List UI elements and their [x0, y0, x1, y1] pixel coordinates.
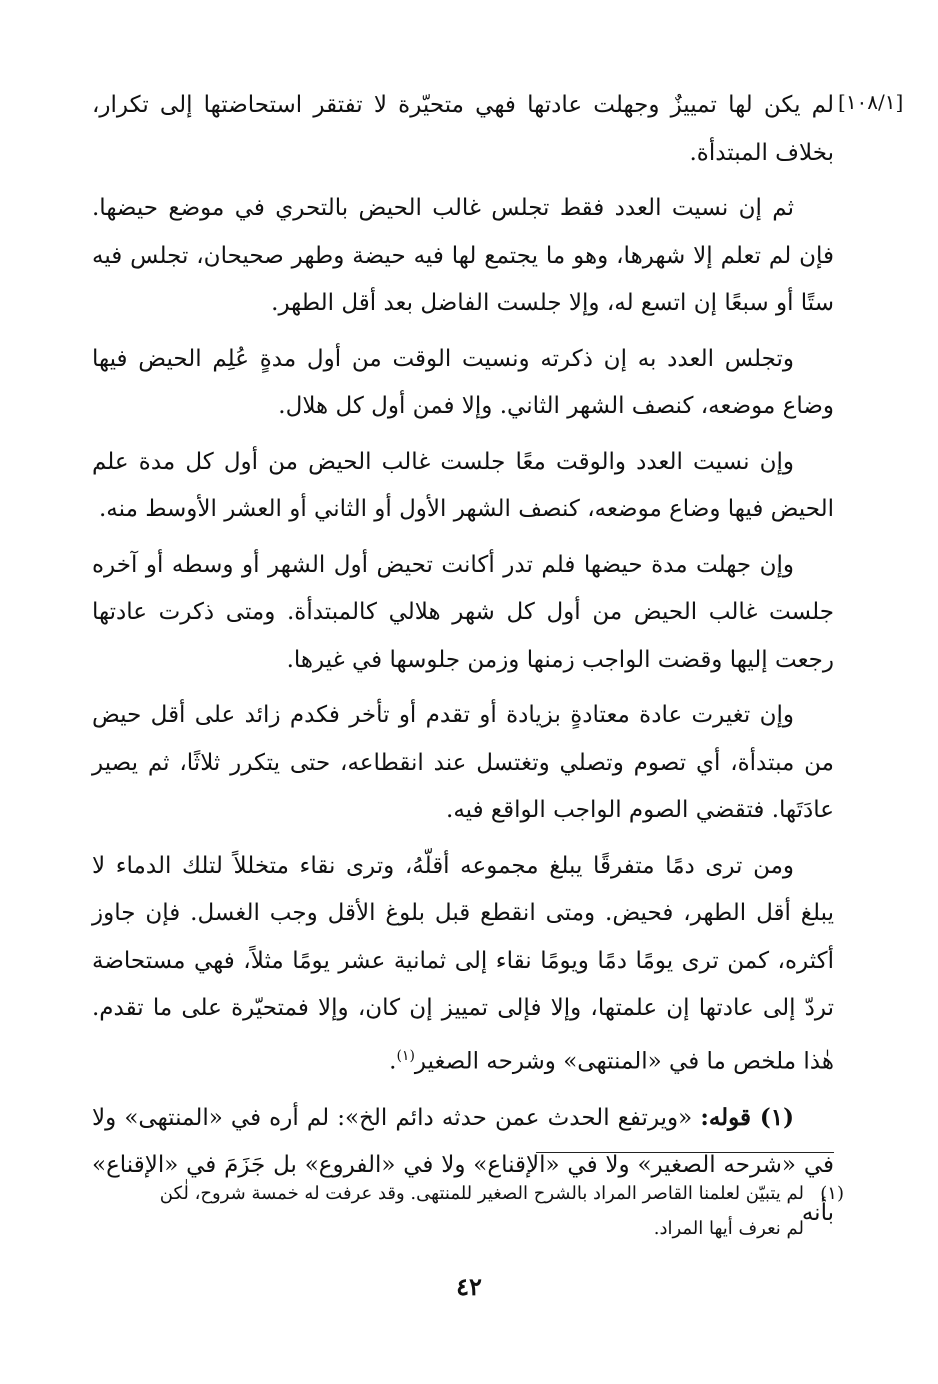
- footnote-line-2: لم نعرف أيها المراد.: [653, 1218, 804, 1239]
- paragraph-1: لم يكن لها تمييزٌ وجهلت عادتها فهي متحيّرة لا تفتقر استحاضتها إلى تكرار، بخلاف المبتدأة.: [92, 92, 834, 166]
- commentary-label: (١) قوله:: [700, 1103, 794, 1131]
- footnote-line-1: لم يتبيّن لعلمنا القاصر المراد بالشرح الصغير للمنتهى. وقد عرفت له خمسة شروح، لٰكن: [159, 1183, 804, 1204]
- footnote-ref[interactable]: (١): [396, 1047, 415, 1064]
- paragraph-3: وتجلس العدد به إن ذكرته ونسيت الوقت من أول مدةٍ عُلِم الحيض فيها وضاع موضعه، كنصف الشهر الثاني. وإلا فمن أول كل هلال.: [92, 345, 834, 419]
- commentary-text: «ويرتفع الحدث عمن حدثه دائم الخ»: لم أره في «المنتهى» ولا في «شرحه الصغير» ولا في «الإقناع» ولا في «الفروع» بل جَزَمَ في «الإقناع» بأنه: [92, 1104, 834, 1226]
- paragraph-5: وإن جهلت مدة حيضها فلم تدر أكانت تحيض أول الشهر أو وسطه أو آخره جلست غالب الحيض من أول كل شهر هلالي كالمبتدأة. ومتى ذكرت عادتها رجعت إليها وقضت الواجب زمنها وزمن جلوسها في غيرها.: [92, 551, 834, 673]
- main-text: [92, 82, 834, 1245]
- paragraph-7-end: .: [389, 1048, 397, 1075]
- footnote: [92, 1176, 844, 1246]
- footnote-divider: [536, 1152, 834, 1153]
- paragraph-7: [92, 843, 834, 1086]
- paragraph-7-text: ومن ترى دمًا متفرقًا يبلغ مجموعه أقلّهُ، وترى نقاء متخللاً لتلك الدماء لا يبلغ أقل الطهر، فحيض. ومتى انقطع قبل بلوغ الأقل وجب الغسل. فإن جاوز أكثره، كمن ترى يومًا دمًا ويومًا نقاء إلى ثمانية عشر يومًا مثلاً، فهي مستحاضة تردّ إلى عادتها إن علمتها، وإلا فإلى تمييز إن كان، وإلا فمتحيّرة على ما تقدم. هٰذا ملخص ما في «المنتهى» وشرحه الصغير: [92, 852, 834, 1075]
- footnote-number: (١): [820, 1183, 844, 1204]
- page-number: ٤٢: [456, 1272, 482, 1301]
- paragraph-2: ثم إن نسيت العدد فقط تجلس غالب الحيض بالتحري في موضع حيضها. فإن لم تعلم إلا شهرها، وهو ما يجتمع لها فيه حيضة وطهر صحيحان، تجلس فيه ستًا أو سبعًا إن اتسع له، وإلا جلست الفاضل بعد أقل الطهر.: [92, 195, 834, 316]
- margin-reference: [١٠٨/١]: [838, 90, 904, 114]
- paragraph-6: وإن تغيرت عادة معتادةٍ بزيادة أو تقدم أو تأخر فكدم زائد على أقل حيض من مبتدأة، أي تصوم وتصلي وتغتسل عند انقطاعه، حتى يتكرر ثلاثًا، ثم يصير عادَتَها. فتقضي الصوم الواجب الواقع فيه.: [92, 702, 834, 823]
- paragraph-4: وإن نسيت العدد والوقت معًا جلست غالب الحيض من أول كل مدة علم الحيض فيها وضاع موضعه، كنصف الشهر الأول أو الثاني أو العشر الأوسط منه.: [92, 448, 834, 522]
